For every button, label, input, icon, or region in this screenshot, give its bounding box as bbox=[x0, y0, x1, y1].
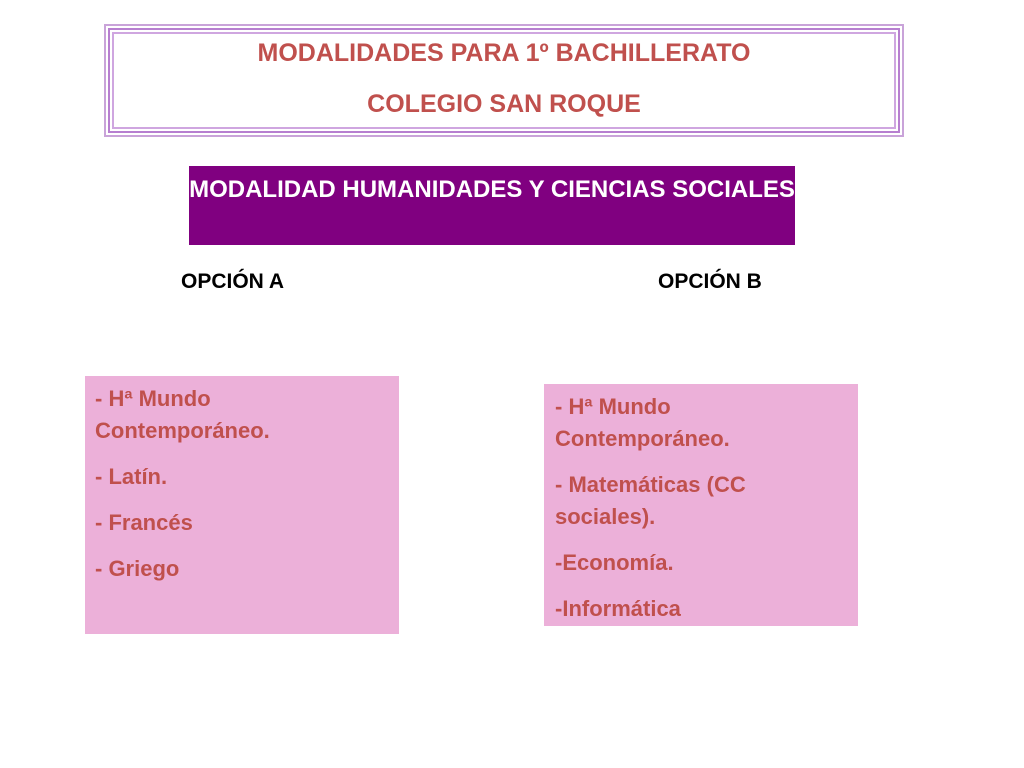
option-a-heading: OPCIÓN A bbox=[181, 270, 285, 293]
subject-item: - Matemáticas (CC sociales). bbox=[555, 472, 746, 529]
subject-item: - Griego bbox=[95, 556, 180, 581]
option-b-heading: OPCIÓN B bbox=[658, 270, 762, 293]
option-b-subject-list bbox=[544, 384, 858, 626]
option-a-subject-list bbox=[85, 376, 399, 634]
modality-banner: MODALIDAD HUMANIDADES Y CIENCIAS SOCIALES bbox=[189, 166, 795, 245]
school-name: COLEGIO SAN ROQUE bbox=[367, 90, 641, 118]
subject-item: - Hª Mundo Contemporáneo. bbox=[95, 386, 270, 443]
subject-item: -Economía. bbox=[555, 550, 674, 575]
subject-item: - Hª Mundo Contemporáneo. bbox=[555, 394, 730, 451]
subject-item: - Latín. bbox=[95, 464, 168, 489]
page-title: MODALIDADES PARA 1º BACHILLERATO bbox=[257, 39, 751, 67]
subject-item: - Francés bbox=[95, 510, 193, 535]
title-frame bbox=[104, 24, 904, 137]
subject-item: -Informática bbox=[555, 596, 681, 621]
